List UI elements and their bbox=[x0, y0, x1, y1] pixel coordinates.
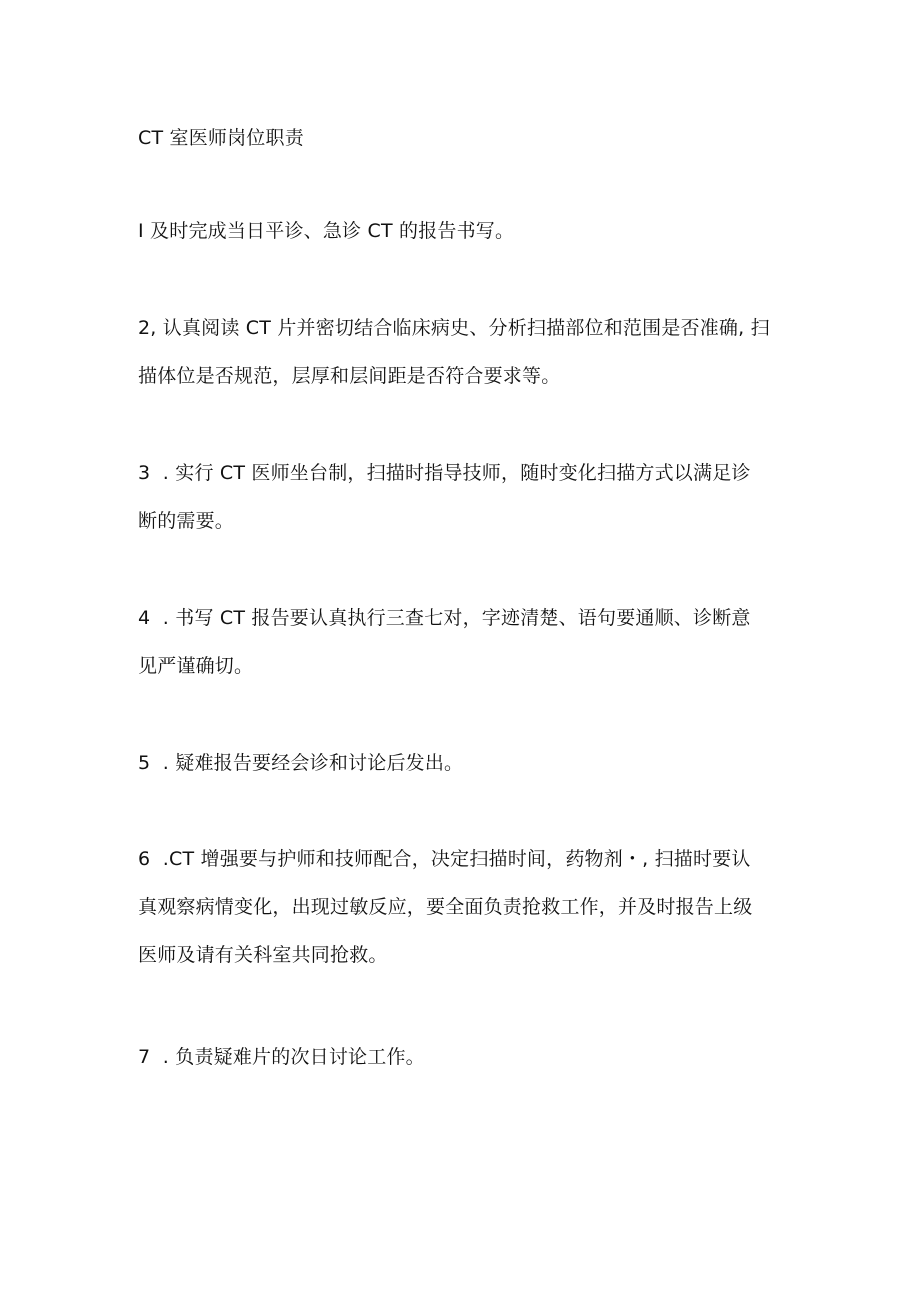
duty-item-2-line-2: 描体位是否规范，层厚和层间距是否符合要求等。 bbox=[138, 365, 561, 387]
duty-item-5-line-1: 5 . 疑难报告要经会诊和讨论后发出。 bbox=[138, 752, 464, 774]
duty-item-1-line-1: I 及时完成当日平诊、急诊 CT 的报告书写。 bbox=[138, 220, 515, 242]
duty-item-7-line-1: 7 . 负责疑难片的次日讨论工作。 bbox=[138, 1046, 425, 1068]
duty-item-4-line-2: 见严谨确切。 bbox=[138, 655, 254, 677]
duty-item-4-line-1: 4 . 书写 CT 报告要认真执行三查七对，字迹清楚、语句要通顺、诊断意 bbox=[138, 607, 751, 629]
duty-item-6-line-1: 6 .CT 增强要与护师和技师配合，决定扫描时间，药物剂・, 扫描时要认 bbox=[138, 848, 751, 870]
page-title: CT 室医师岗位职责 bbox=[138, 127, 304, 149]
duty-item-6-line-3: 医师及请有关科室共同抢救。 bbox=[138, 944, 388, 966]
duty-item-3-line-2: 断的需要。 bbox=[138, 510, 235, 532]
duty-item-2-line-1: 2, 认真阅读 CT 片并密切结合临床病史、分析扫描部位和范围是否准确, 扫 bbox=[138, 317, 770, 339]
duty-item-6-line-2: 真观察病情变化，出现过敏反应，要全面负责抢救工作，并及时报告上级 bbox=[138, 896, 753, 918]
duty-item-3-line-1: 3 . 实行 CT 医师坐台制，扫描时指导技师，随时变化扫描方式以满足诊 bbox=[138, 462, 751, 484]
